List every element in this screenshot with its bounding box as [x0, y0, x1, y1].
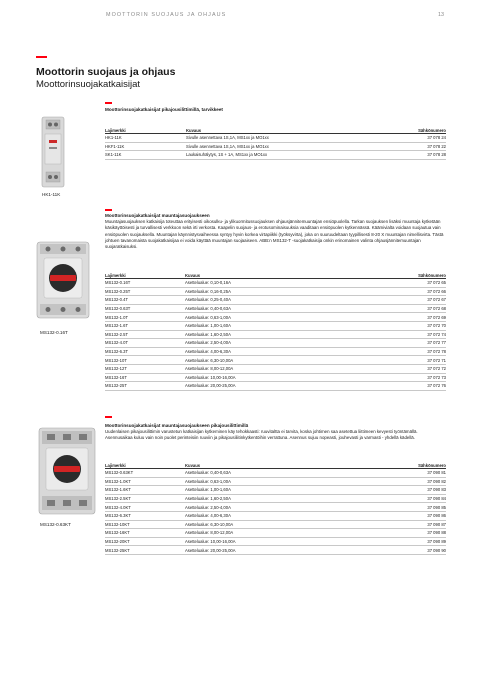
cell-description: Asettelualue: 2,50-4,00A	[185, 503, 381, 512]
cell-type: MS132-6.3KT	[105, 511, 185, 520]
cell-description: Asettelualue: 0,40-0,63A	[185, 469, 381, 478]
cell-number: 37 072 67	[381, 296, 446, 305]
cell-type: MS132-10KT	[105, 520, 185, 529]
table-row	[105, 279, 446, 288]
table-header-row	[105, 271, 446, 279]
cell-type: MS132-4.0T	[105, 339, 185, 348]
cell-number: 37 072 66	[381, 287, 446, 296]
cell-type: MS132-20KT	[105, 537, 185, 546]
cell-number: 37 072 73	[381, 373, 446, 382]
column-header-number: Sähkönumero	[381, 126, 446, 134]
cell-type: MS132-12T	[105, 364, 185, 373]
table-row	[105, 494, 446, 503]
section-accent-bar	[105, 416, 112, 418]
cell-description: Asettelualue: 1,60-2,50A	[185, 494, 381, 503]
cell-type: MS132-0.25T	[105, 287, 185, 296]
table-row	[105, 347, 446, 356]
table-row	[105, 287, 446, 296]
accessories-table	[105, 126, 446, 160]
column-header-number: Sähkönumero	[381, 461, 446, 469]
accent-bar	[36, 56, 47, 58]
table-row	[105, 339, 446, 348]
cell-number: 37 078 28	[381, 151, 446, 160]
cell-number: 37 090 84	[381, 494, 446, 503]
cell-description: Sivulle asennettava 1S,1A, MS1xx ja MO1xx	[186, 142, 381, 151]
cell-description: Asettelualue: 0,63-1,00A	[185, 313, 381, 322]
section-title: Moottorinsuojakatkaisijat mauntajasuojaukseen	[105, 213, 210, 218]
cell-number: 37 072 77	[381, 339, 446, 348]
cell-description: Asettelualue: 6,30-10,00A	[185, 356, 381, 365]
column-header-number: Sähkönumero	[381, 271, 446, 279]
cell-number: 37 090 83	[381, 486, 446, 495]
column-header-type: Lajimerkki	[105, 271, 185, 279]
cell-number: 37 072 76	[381, 382, 446, 391]
cell-description: Asettelualue: 1,60-2,50A	[185, 330, 381, 339]
cell-type: MS132-0.4T	[105, 296, 185, 305]
table-row	[105, 142, 446, 151]
cell-number: 37 072 74	[381, 330, 446, 339]
spring-terminal-table	[105, 461, 446, 555]
cell-description: Asettelualue: 20,00-25,00A	[185, 546, 381, 555]
cell-type: MS132-0.63KT	[105, 469, 185, 478]
table-row	[105, 356, 446, 365]
column-header-type: Lajimerkki	[105, 461, 185, 469]
cell-type: MS132-2.5T	[105, 330, 185, 339]
cell-description: Asettelualue: 4,00-6,30A	[185, 511, 381, 520]
cell-number: 37 090 82	[381, 477, 446, 486]
cell-description: Asettelualue: 0,16-0,25A	[185, 287, 381, 296]
section-title: Moottorinsuojakatkaisijat mauntajasuojaukseen pikajousilittimillä	[105, 423, 249, 428]
cell-type: SK1-11K	[105, 151, 186, 160]
cell-description: Asettelualue: 20,00-25,00A	[185, 382, 381, 391]
page-number: 13	[438, 12, 444, 18]
table-row	[105, 134, 446, 143]
table-row	[105, 537, 446, 546]
running-header-title: MOOTTORIN SUOJAUS JA OHJAUS	[106, 12, 227, 18]
cell-type: MS132-0.63T	[105, 304, 185, 313]
cell-type: MS132-2.5KT	[105, 494, 185, 503]
table-row	[105, 330, 446, 339]
spring-terminal-breaker-image	[36, 426, 98, 516]
section-description: Muuntajasuojauksen katkaisija toteuttaa erityisesti oikosulku- ja ylikuormitussuojauksen ohjausjännitemuuntajan ensiöpuolella. Tarkan suojauksen lisäksi muuntaja kytketään käsikäyttöisesti ja turvallisesti verkkoon sekä irti verkosta. Kaapelin suojaus- ja erotusominaisuuksia vaaditaan ensiöpuolen kytkennässä. Käämivialta voidaan suojautua vain ensiöpuolen suojauksella. Muuntajan käynnistysvaiheessa syntyy hyvin korkea virtapiikki (työksyvirta), joka on suuruudeltaan tyypillisesti 8-20 X muuntajan nimellisvirta. Tästä johtuen tavanomaista suojakatkaisijaa ei voida käyttää muuntajan suojaaiseen. ABB:n MS132-T -suojakatkaisija onkin erinomainen valinta ohjausjännitemuuntajan suojaratkaisuksi.	[105, 219, 444, 250]
cell-type: MS132-25T	[105, 382, 185, 391]
cell-type: HK1-11K	[105, 134, 186, 143]
table-row	[105, 313, 446, 322]
table-row	[105, 511, 446, 520]
table-row	[105, 503, 446, 512]
table-row	[105, 321, 446, 330]
cell-type: MS132-1.0T	[105, 313, 185, 322]
cell-number: 37 078 22	[381, 142, 446, 151]
cell-description: Sivulle asennettava 1S,1A, MS1xx ja MO1xx	[186, 134, 381, 143]
cell-number: 37 072 68	[381, 304, 446, 313]
cell-number: 37 090 85	[381, 503, 446, 512]
table-header-row	[105, 461, 446, 469]
column-header-type: Lajimerkki	[105, 126, 186, 134]
cell-description: Laukaisuhälytys, 1S + 1A, MS1xx ja MO1xx	[186, 151, 381, 160]
cell-description: Asettelualue: 0,10-0,16A	[185, 279, 381, 288]
column-header-description: Kuvaus	[185, 461, 381, 469]
image-caption: MS132-0.16T	[40, 330, 68, 335]
cell-number: 37 072 78	[381, 347, 446, 356]
column-header-description: Kuvaus	[186, 126, 381, 134]
image-caption: HK1-11K	[42, 192, 61, 197]
cell-number: 37 090 88	[381, 529, 446, 538]
table-row	[105, 529, 446, 538]
cell-number: 37 072 69	[381, 313, 446, 322]
cell-description: Asettelualue: 8,00-12,00A	[185, 529, 381, 538]
cell-number: 37 072 71	[381, 356, 446, 365]
cell-type: MS132-1.0KT	[105, 477, 185, 486]
cell-type: MS132-16KT	[105, 529, 185, 538]
auxiliary-contact-image	[40, 116, 66, 190]
cell-description: Asettelualue: 10,00-16,00A	[185, 373, 381, 382]
cell-type: MS132-1.6T	[105, 321, 185, 330]
cell-description: Asettelualue: 1,00-1,60A	[185, 321, 381, 330]
cell-description: Asettelualue: 4,00-6,30A	[185, 347, 381, 356]
motor-protection-breaker-image	[34, 240, 92, 320]
table-row	[105, 486, 446, 495]
cell-description: Asettelualue: 10,00-16,00A	[185, 537, 381, 546]
cell-type: MS132-0.16T	[105, 279, 185, 288]
section-accent-bar	[105, 102, 112, 104]
table-row	[105, 296, 446, 305]
cell-number: 37 090 87	[381, 520, 446, 529]
cell-description: Asettelualue: 1,00-1,60A	[185, 486, 381, 495]
cell-number: 37 072 72	[381, 364, 446, 373]
cell-description: Asettelualue: 0,25-0,40A	[185, 296, 381, 305]
section-description: Uudenlaisen pikajousilittimin varustetun katkaisijan kytkeminen käy tehokkaasti: ruuvitaltta ei tarvita, koska johtimen saa asetettua liittimeen kevyesti työntämällä. Asennusaikaa kuluu vain noin puolet perinteisiin ruuviin ja pikajousiliitinkytkentöihin verrattuna. Asennus sujuu nopeasti, jouhevasti ja varmasti - yhdellä kädellä.	[105, 429, 418, 441]
cell-type: HKF1-11K	[105, 142, 186, 151]
section-title: Moottorinsuojakatkaisijat pikajousilittimillä, tarvikkeet	[105, 107, 223, 112]
cell-description: Asettelualue: 2,50-4,00A	[185, 339, 381, 348]
table-row	[105, 373, 446, 382]
cell-number: 37 078 24	[381, 134, 446, 143]
table-header-row	[105, 126, 446, 134]
cell-type: MS132-6.3T	[105, 347, 185, 356]
page-title: Moottorin suojaus ja ohjaus	[36, 66, 176, 78]
image-caption: MS132-0.63KT	[40, 522, 71, 527]
table-row	[105, 520, 446, 529]
cell-number: 37 090 89	[381, 537, 446, 546]
cell-description: Asettelualue: 8,00-12,00A	[185, 364, 381, 373]
cell-type: MS132-1.6KT	[105, 486, 185, 495]
cell-type: MS132-25KT	[105, 546, 185, 555]
cell-number: 37 090 81	[381, 469, 446, 478]
section-accent-bar	[105, 209, 112, 211]
table-row	[105, 546, 446, 555]
table-row	[105, 469, 446, 478]
cell-description: Asettelualue: 6,30-10,00A	[185, 520, 381, 529]
cell-number: 37 072 70	[381, 321, 446, 330]
cell-description: Asettelualue: 0,40-0,63A	[185, 304, 381, 313]
page-subtitle: Moottorinsuojakatkaisijat	[36, 79, 141, 90]
cell-description: Asettelualue: 0,63-1,00A	[185, 477, 381, 486]
table-row	[105, 364, 446, 373]
table-row	[105, 151, 446, 160]
cell-type: MS132-10T	[105, 356, 185, 365]
cell-number: 37 072 65	[381, 279, 446, 288]
cell-number: 37 090 86	[381, 511, 446, 520]
table-row	[105, 477, 446, 486]
transformer-protection-table	[105, 271, 446, 391]
cell-number: 37 090 90	[381, 546, 446, 555]
cell-type: MS132-16T	[105, 373, 185, 382]
table-row	[105, 382, 446, 391]
table-row	[105, 304, 446, 313]
column-header-description: Kuvaus	[185, 271, 381, 279]
cell-type: MS132-4.0KT	[105, 503, 185, 512]
